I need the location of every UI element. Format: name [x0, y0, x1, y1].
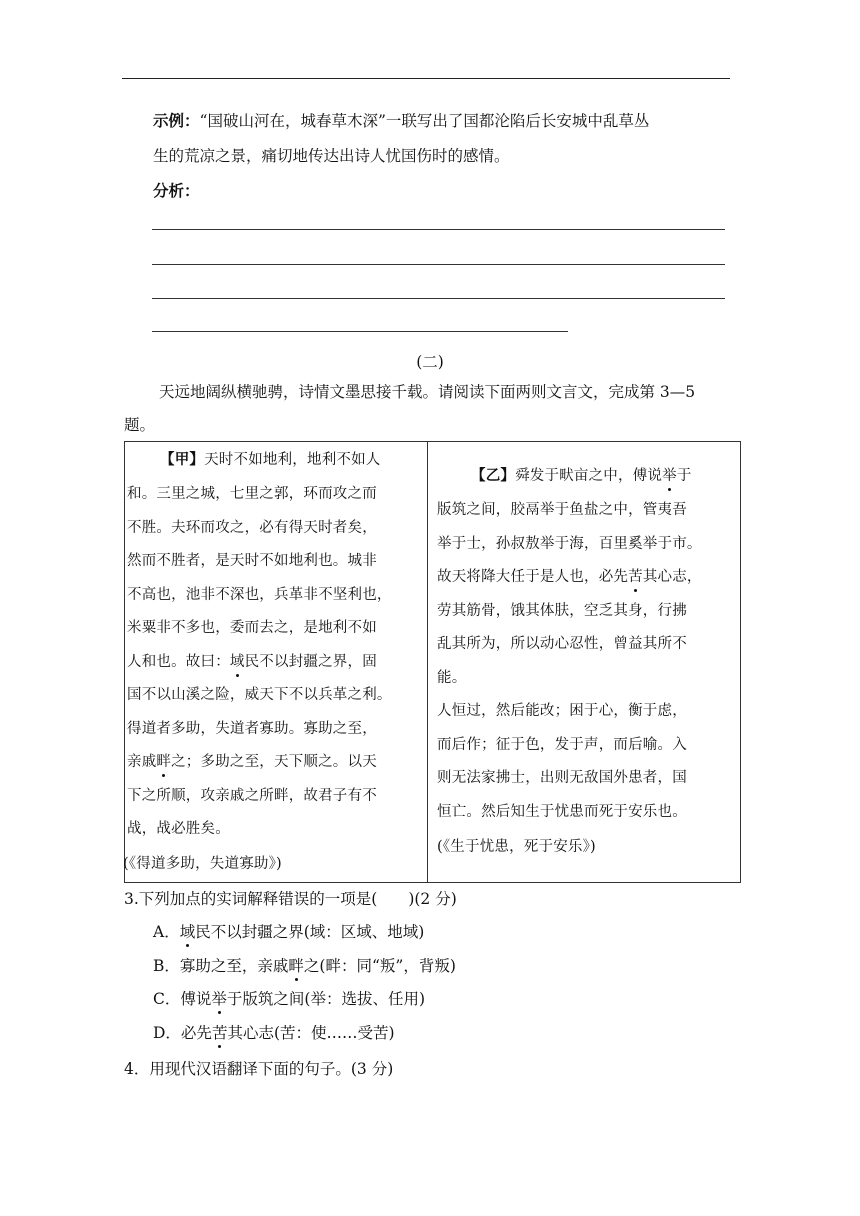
text-jia-line: 国不以山溪之险，威天下不以兵革之利。 [127, 687, 392, 703]
text-jia-source: (《得道多助，失道寡助》) [123, 856, 282, 872]
text-yi-line: 故天将降大任于是人也，必先苦其心志， [437, 569, 702, 585]
example-line-1 [153, 111, 649, 131]
text-yi-line: 能。 [437, 670, 467, 686]
question-3-option-c[interactable]: C．傅说举于版筑之间(举：选拔、任用) [153, 990, 425, 1008]
example-label: 示例： [153, 111, 200, 130]
question-3-option-d[interactable]: D．必先苦其心志(苦：使……受苦) [153, 1024, 395, 1042]
emphasis-dot-char: 苦 [628, 569, 643, 585]
text-jia-line: 不胜。夫环而攻之，必有得天时者矣， [127, 520, 377, 536]
question-4-stem: 4．用现代汉语翻译下面的句子。(3 分) [124, 1060, 394, 1078]
section-number: (二) [416, 353, 444, 371]
text-yi-line: 举于士，孙叔敖举于海，百里奚举于市。 [437, 536, 702, 552]
emphasis-dot-char: 苦 [211, 1024, 228, 1042]
question-3-option-b[interactable]: B．寡助之至，亲戚畔之(畔：同“叛”，背叛) [153, 957, 456, 975]
intro-line-1: 天远地阔纵横驰骋，诗情文墨思接千载。请阅读下面两则文言文，完成第 3—5 [159, 383, 696, 401]
question-3-option-a[interactable]: A．域民不以封疆之界(域：区域、地域) [153, 923, 425, 941]
text-jia-line: 战，战必胜矣。 [127, 821, 230, 837]
emphasis-dot-char: 畔 [156, 754, 172, 770]
text-yi-marker: 【乙】 [471, 467, 516, 484]
text-jia-cell [125, 442, 428, 883]
text-jia-line: 下之所顺，攻亲戚之所畔，故君子有不 [127, 788, 377, 804]
text-yi-cell [428, 442, 741, 883]
answer-line[interactable] [152, 229, 725, 230]
text-jia-line: 得道者多助，失道者寡助。寡助之至， [127, 721, 377, 737]
text-yi-line: 【乙】舜发于畎亩之中，傅说举于 [471, 467, 692, 484]
text-jia-marker: 【甲】 [160, 451, 205, 468]
example-text-1: “国破山河在，城春草木深”一联写出了国都沦陷后长安城中乱草丛 [199, 112, 650, 130]
text-jia-line: 然而不胜者，是天时不如地利也。城非 [127, 553, 377, 569]
header-rule [122, 78, 730, 79]
emphasis-dot-char: 举 [211, 990, 227, 1008]
text-jia-line: 米粟非不多也，委而去之，是地利不如 [127, 620, 377, 636]
emphasis-dot-char: 畔 [288, 957, 304, 975]
text-jia-line: 和。三里之城，七里之郭，环而攻之而 [127, 486, 377, 502]
analysis-label: 分析： [153, 181, 200, 200]
answer-line[interactable] [152, 264, 725, 265]
text-jia-line: 不高也，池非不深也，兵革非不坚利也， [127, 587, 392, 603]
reading-texts-table [124, 441, 741, 883]
text-yi-line: 版筑之间，胶鬲举于鱼盐之中，管夷吾 [437, 502, 687, 518]
text-yi-line: 则无法家拂士，出则无敌国外患者，国 [437, 770, 687, 786]
text-jia-line: 【甲】天时不如地利，地利不如人 [160, 451, 381, 468]
text-jia-line: 亲戚畔之；多助之至，天下顺之。以天 [127, 754, 377, 770]
intro-line-2: 题。 [124, 416, 156, 434]
text-yi-line: 恒亡。然后知生于忧患而死于安乐也。 [437, 804, 687, 820]
answer-line[interactable] [152, 331, 568, 332]
question-3-stem: 3.下列加点的实词解释错误的一项是( )(2 分) [124, 890, 457, 908]
text-yi-line: 乱其所为，所以动心忍性，曾益其所不 [437, 636, 687, 652]
emphasis-dot-char: 域 [179, 923, 196, 941]
emphasis-dot-char: 域 [229, 654, 245, 670]
text-yi-line: 人恒过，然后能改；困于心，衡于虑， [437, 703, 687, 719]
text-yi-line: 劳其筋骨，饿其体肤，空乏其身，行拂 [437, 603, 687, 619]
text-yi-line: 而后作；征于色，发于声，而后喻。入 [437, 737, 687, 753]
text-yi-source: (《生于忧患，死于安乐》) [437, 839, 596, 855]
text-jia-line: 人和也。故曰：域民不以封疆之界，固 [127, 654, 377, 670]
emphasis-dot-char: 举 [662, 468, 677, 484]
example-line-2: 生的荒凉之景，痛切地传达出诗人忧国伤时的感情。 [153, 147, 510, 165]
answer-line[interactable] [152, 298, 725, 299]
